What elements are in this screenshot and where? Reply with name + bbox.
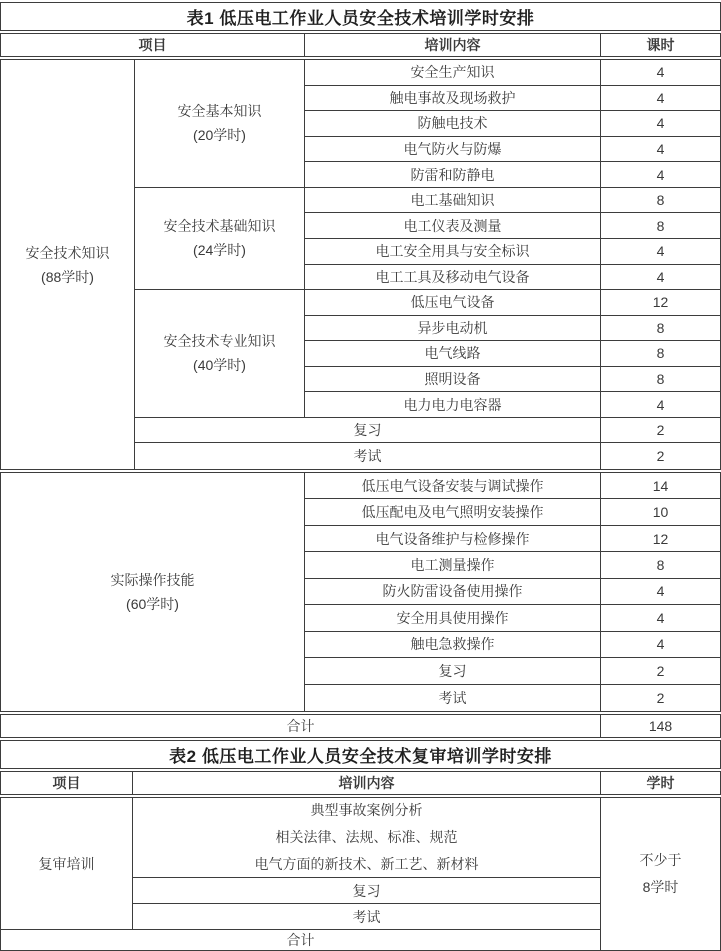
cell-course-content: 低压配电及电气照明安装操作 — [305, 499, 601, 525]
category-name: 安全技术知识 — [25, 244, 110, 261]
review-cell: 复习 — [305, 658, 601, 684]
exam-hours: 2 — [656, 689, 665, 706]
total-label: 合计 — [1, 930, 601, 950]
cell-course-content: 触电急救操作 — [305, 632, 601, 658]
cell-course-content: 电工安全用具与安全标识 — [305, 239, 601, 265]
group-name-line: 安全技术专业知识 — [163, 333, 276, 350]
category-hours: (88学时) — [41, 268, 94, 285]
cell-course-hours: 4 — [601, 111, 720, 137]
table1-skills-section — [0, 472, 721, 712]
group-name-line: 安全基本知识 — [177, 103, 262, 120]
cell-course-hours: 10 — [601, 499, 720, 525]
table2-header-content: 培训内容 — [133, 772, 601, 794]
cell-course-content: 照明设备 — [305, 367, 601, 393]
category-cell-safety-tech-knowledge — [1, 60, 135, 469]
exam-cell: 考试 — [305, 685, 601, 711]
cell-course-hours: 4 — [601, 60, 720, 86]
table2-title: 表2 低压电工作业人员安全技术复审培训学时安排 — [0, 740, 721, 769]
exam-cell: 考试 — [133, 904, 601, 930]
total-value: 148 — [648, 718, 673, 734]
cell-course-hours: 4 — [601, 579, 720, 605]
cell-course-content: 电气线路 — [305, 341, 601, 367]
exam-cell: 考试 — [135, 443, 601, 469]
cell-course-content: 防触电技术 — [305, 111, 601, 137]
cell-course-content: 防雷和防静电 — [305, 162, 601, 188]
cell-course-hours: 12 — [601, 290, 720, 316]
table1-knowledge-section — [0, 59, 721, 470]
content-line: 典型事故案例分析 — [310, 802, 423, 818]
cell-review-content — [133, 798, 601, 878]
cell-course-content: 低压电气设备 — [305, 290, 601, 316]
cell-review-hours — [601, 798, 720, 950]
cell-course-hours: 4 — [601, 137, 720, 163]
review-cell: 复习 — [135, 418, 601, 444]
table1-title: 表1 低压电工作业人员安全技术培训学时安排 — [0, 2, 721, 31]
table1-header-item: 项目 — [1, 34, 305, 56]
group-name-line: 安全技术基础知识 — [163, 218, 276, 235]
cell-course-hours: 8 — [601, 316, 720, 342]
cell-course-content: 低压电气设备安装与调试操作 — [305, 473, 601, 499]
category-hours: (60学时) — [126, 596, 179, 612]
exam-hours: 2 — [656, 448, 665, 465]
content-line: 电气方面的新技术、新工艺、新材料 — [254, 856, 479, 872]
review-hours: 2 — [601, 418, 720, 444]
cell-course-content: 安全生产知识 — [305, 60, 601, 86]
cell-course-hours: 4 — [601, 605, 720, 631]
cell-course-content: 电力电力电容器 — [305, 392, 601, 418]
cell-course-content: 触电事故及现场救护 — [305, 86, 601, 112]
cell-course-hours: 8 — [601, 552, 720, 578]
cell-course-content: 异步电动机 — [305, 316, 601, 342]
group-name-basic-safety — [135, 60, 305, 188]
cell-course-hours: 4 — [601, 86, 720, 112]
table1-header-row — [0, 33, 721, 57]
cell-course-content: 防火防雷设备使用操作 — [305, 579, 601, 605]
cell-course-hours: 4 — [601, 162, 720, 188]
cell-course-hours: 8 — [601, 188, 720, 214]
group-hours-line: (20学时) — [193, 127, 246, 144]
cell-course-hours: 8 — [601, 341, 720, 367]
cell-course-hours: 4 — [601, 239, 720, 265]
content-line: 相关法律、法规、标准、规范 — [275, 829, 458, 845]
cell-course-hours: 8 — [601, 213, 720, 239]
group-name-tech-foundation — [135, 188, 305, 290]
review-hours: 2 — [601, 658, 720, 684]
cell-course-content: 电气防火与防爆 — [305, 137, 601, 163]
table2-header-hours: 学时 — [646, 775, 675, 791]
table2-header-item: 项目 — [1, 772, 133, 794]
group-hours-line: (24学时) — [193, 242, 246, 259]
cell-course-content: 电工仪表及测量 — [305, 213, 601, 239]
cell-course-content: 安全用具使用操作 — [305, 605, 601, 631]
table2-body — [0, 797, 721, 951]
category-cell-review-training: 复审培训 — [1, 798, 133, 930]
category-name: 实际操作技能 — [110, 572, 195, 588]
cell-course-content: 电工基础知识 — [305, 188, 601, 214]
table1-total-row — [0, 714, 721, 738]
hours-line: 不少于 — [639, 852, 682, 868]
hours-line: 8学时 — [642, 879, 679, 895]
cell-course-content: 电工工具及移动电气设备 — [305, 265, 601, 291]
cell-course-hours: 8 — [601, 367, 720, 393]
cell-course-content: 电工测量操作 — [305, 552, 601, 578]
cell-course-hours: 4 — [601, 392, 720, 418]
group-hours-line: (40学时) — [193, 357, 246, 374]
cell-course-hours: 4 — [601, 265, 720, 291]
cell-course-hours: 4 — [601, 632, 720, 658]
group-name-tech-specialty — [135, 290, 305, 418]
cell-course-content: 电气设备维护与检修操作 — [305, 526, 601, 552]
table1-header-hours: 课时 — [646, 37, 675, 53]
total-label: 合计 — [1, 715, 601, 737]
cell-course-hours: 14 — [601, 473, 720, 499]
cell-course-hours: 12 — [601, 526, 720, 552]
table1-header-content: 培训内容 — [305, 34, 601, 56]
table2-header-row — [0, 771, 721, 795]
review-cell: 复习 — [133, 878, 601, 904]
category-cell-practical-skills — [1, 473, 305, 711]
